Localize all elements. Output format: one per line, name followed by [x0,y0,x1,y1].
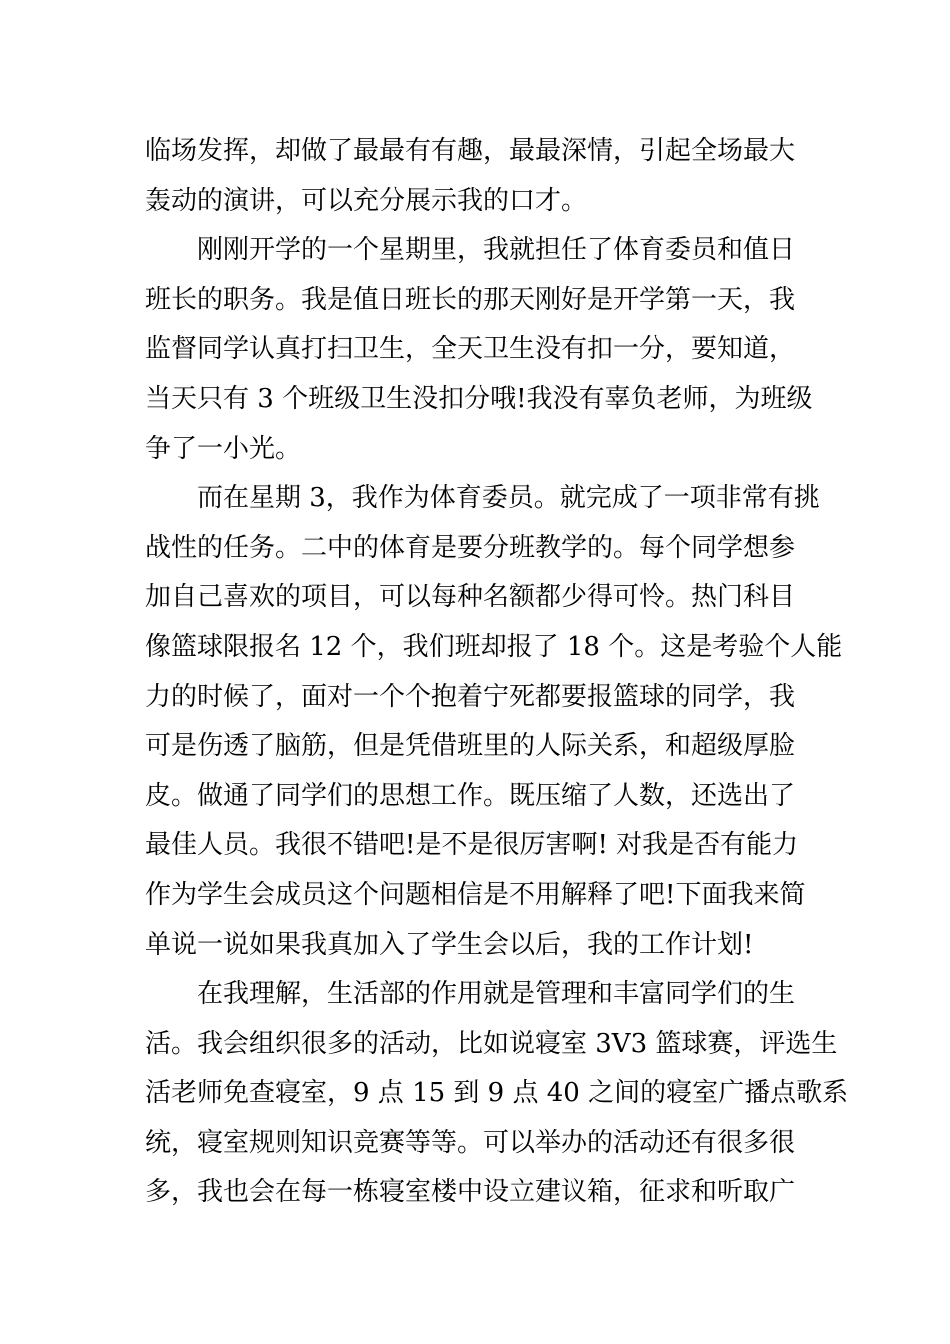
text-line: 监督同学认真打扫卫生，全天卫生没有扣一分，要知道， [145,334,796,365]
text-line: 最佳人员。我很不错吧!是不是很厉害啊! 对我是否有能力 [145,830,799,861]
text-line: 刚刚开学的一个星期里，我就担任了体育委员和值日 [197,235,796,266]
text-line: 班长的职务。我是值日班长的那天刚好是开学第一天，我 [145,284,796,315]
text-line: 力的时候了，面对一个个抱着宁死都要报篮球的同学，我 [145,681,796,712]
text-line: 活老师免查寝室，9 点 15 到 9 点 40 之间的寝室广播点歌系 [145,1078,849,1109]
text-line: 像篮球限报名 12 个，我们班却报了 18 个。这是考验个人能 [145,631,843,662]
document-body [145,127,849,1218]
text-line: 在我理解，生活部的作用就是管理和丰富同学们的生 [197,979,796,1010]
text-line: 当天只有 3 个班级卫生没扣分哦!我没有辜负老师，为班级 [145,383,813,414]
text-line: 战性的任务。二中的体育是要分班教学的。每个同学想参 [145,532,796,563]
text-line: 轰动的演讲，可以充分展示我的口才。 [145,185,588,216]
text-line: 争了一小光。 [145,433,302,464]
text-line: 皮。做通了同学们的思想工作。既压缩了人数，还选出了 [145,780,796,811]
text-line: 单说一说如果我真加入了学生会以后，我的工作计划! [145,929,754,960]
text-line: 加自己喜欢的项目，可以每种名额都少得可怜。热门科目 [145,582,796,613]
text-line: 统，寝室规则知识竞赛等等。可以举办的活动还有很多很 [145,1127,796,1158]
text-line: 作为学生会成员这个问题相信是不用解释了吧!下面我来简 [145,879,806,910]
text-line: 活。我会组织很多的活动，比如说寝室 3V3 篮球赛，评选生 [145,1028,838,1059]
text-line: 临场发挥，却做了最最有有趣，最最深情，引起全场最大 [145,136,796,166]
text-line: 可是伤透了脑筋，但是凭借班里的人际关系，和超级厚脸 [145,731,796,762]
text-line: 多，我也会在每一栋寝室楼中设立建议箱，征求和听取广 [145,1177,796,1208]
text-line: 而在星期 3，我作为体育委员。就完成了一项非常有挑 [197,483,820,514]
